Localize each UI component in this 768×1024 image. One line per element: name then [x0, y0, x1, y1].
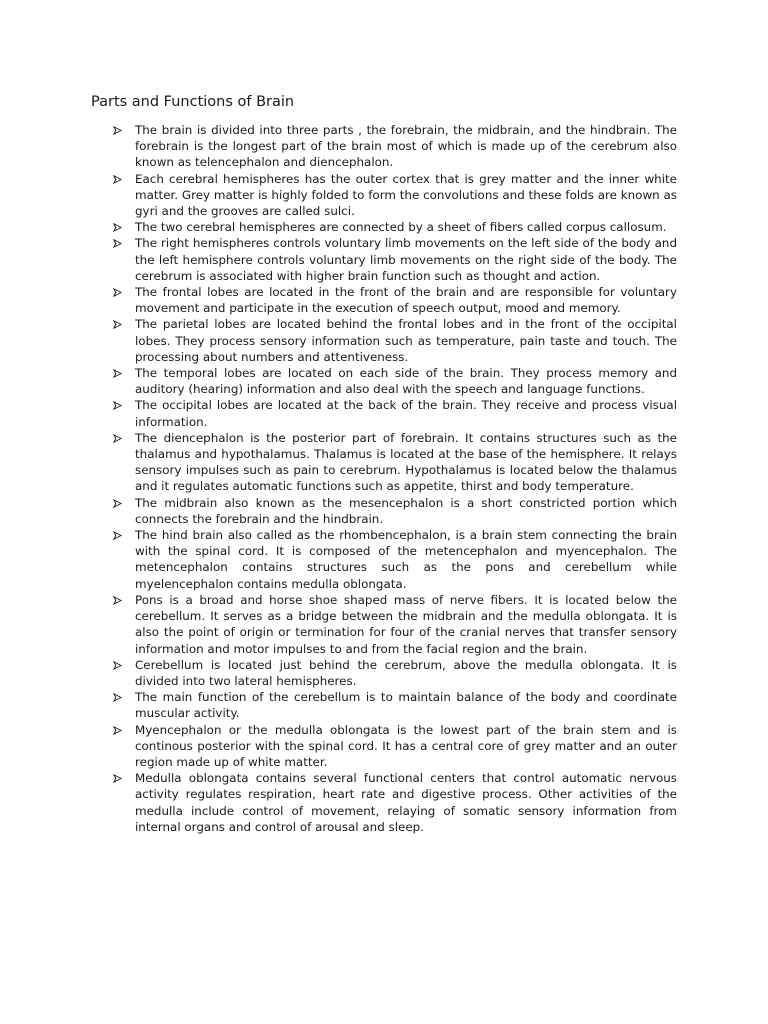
- arrow-bullet-icon: [110, 397, 135, 413]
- arrow-bullet-icon: [110, 689, 135, 705]
- list-item: [110, 770, 677, 835]
- arrow-bullet-icon: [110, 122, 135, 138]
- list-item: [110, 219, 677, 235]
- bullet-text: Each cerebral hemispheres has the outer cortex that is grey matter and the inner white matter. Grey matter is highly folded to form the convolutions and these folds are known as gyri and the grooves are called sulci.: [135, 171, 677, 219]
- arrow-bullet-icon: [110, 171, 135, 187]
- list-item: [110, 430, 677, 495]
- bullet-text: The frontal lobes are located in the front of the brain and are responsible for voluntary movement and participate in the execution of speech output, mood and memory.: [135, 285, 677, 316]
- bullet-text: Cerebellum is located just behind the cerebrum, above the medulla oblongata. It is divided into two lateral hemispheres.: [135, 657, 677, 688]
- page-title: Parts and Functions of Brain: [91, 94, 295, 110]
- bullet-text: The diencephalon is the posterior part of forebrain. It contains structures such as the thalamus and hypothalamus. Thalamus is located at the base of the hemisphere. It relays sensory impulses such as pain to cerebrum. Hypothalamus is located below the thalamus and it regulates automatic functions such as appetite, thirst and body temperature.: [135, 430, 677, 494]
- bullet-text: The main function of the cerebellum is to maintain balance of the body and coordinate muscular activity.: [135, 690, 677, 721]
- list-item: [110, 527, 677, 592]
- list-item: [110, 657, 677, 689]
- bullet-text: The midbrain also known as the mesencephalon is a short constricted portion which connects the forebrain and the hindbrain.: [135, 495, 677, 526]
- arrow-bullet-icon: [110, 219, 135, 235]
- bullet-text: The right hemispheres controls voluntary limb movements on the left side of the body and the left hemisphere controls voluntary limb movements on the right side of the body. The cerebrum is associated with higher brain function such as thought and action.: [135, 236, 677, 283]
- bullet-list: [110, 122, 677, 835]
- list-item: [110, 316, 677, 365]
- bullet-text: Medulla oblongata contains several functional centers that control automatic nervous activity regulates respiration, heart rate and digestive process. Other activities of the medulla include control of movement, relaying of somatic sensory information from internal organs and control of arousal and sleep.: [135, 771, 677, 834]
- arrow-bullet-icon: [110, 365, 135, 381]
- arrow-bullet-icon: [110, 235, 135, 251]
- bullet-text: Pons is a broad and horse shoe shaped mass of nerve fibers. It is located below the cerebellum. It serves as a bridge between the midbrain and the medulla oblongata. It is also the point of origin or termination for four of the cranial nerves that transfer sensory information and motor impulses to and from the facial region and the brain.: [135, 592, 677, 656]
- bullet-text: The occipital lobes are located at the back of the brain. They receive and process visual information.: [135, 398, 677, 429]
- arrow-bullet-icon: [110, 592, 135, 608]
- bullet-text: The parietal lobes are located behind the frontal lobes and in the front of the occipital lobes. They process sensory information such as temperature, pain taste and touch. The processing about numbers and attentiveness.: [135, 317, 677, 364]
- bullet-text: Myencephalon or the medulla oblongata is the lowest part of the brain stem and is continous posterior with the spinal cord. It has a central core of grey matter and an outer region made up of white matter.: [135, 722, 677, 769]
- arrow-bullet-icon: [110, 657, 135, 673]
- list-item: [110, 592, 677, 657]
- arrow-bullet-icon: [110, 284, 135, 300]
- list-item: [110, 365, 677, 397]
- arrow-bullet-icon: [110, 722, 135, 738]
- list-item: [110, 235, 677, 284]
- list-item: [110, 495, 677, 527]
- list-item: [110, 284, 677, 316]
- bullet-text: The temporal lobes are located on each side of the brain. They process memory and auditory (hearing) information and also deal with the speech and language functions.: [135, 366, 677, 397]
- bullet-text: The brain is divided into three parts , the forebrain, the midbrain, and the hindbrain. The forebrain is the longest part of the brain most of which is made up of the cerebrum also known as telencephalon and diencephalon.: [135, 123, 677, 170]
- arrow-bullet-icon: [110, 770, 135, 786]
- list-item: [110, 397, 677, 429]
- bullet-text: The hind brain also called as the rhombencephalon, is a brain stem connecting the brain with the spinal cord. It is composed of the metencephalon and myencephalon. The metencephalon contains structures such as the pons and cerebellum while myelencephalon contains medulla oblongata.: [135, 528, 677, 591]
- arrow-bullet-icon: [110, 495, 135, 511]
- list-item: [110, 171, 677, 220]
- list-item: [110, 722, 677, 771]
- arrow-bullet-icon: [110, 316, 135, 332]
- bullet-text: The two cerebral hemispheres are connected by a sheet of fibers called corpus callosum.: [135, 220, 667, 235]
- list-item: [110, 122, 677, 171]
- arrow-bullet-icon: [110, 527, 135, 543]
- list-item: [110, 689, 677, 721]
- arrow-bullet-icon: [110, 430, 135, 446]
